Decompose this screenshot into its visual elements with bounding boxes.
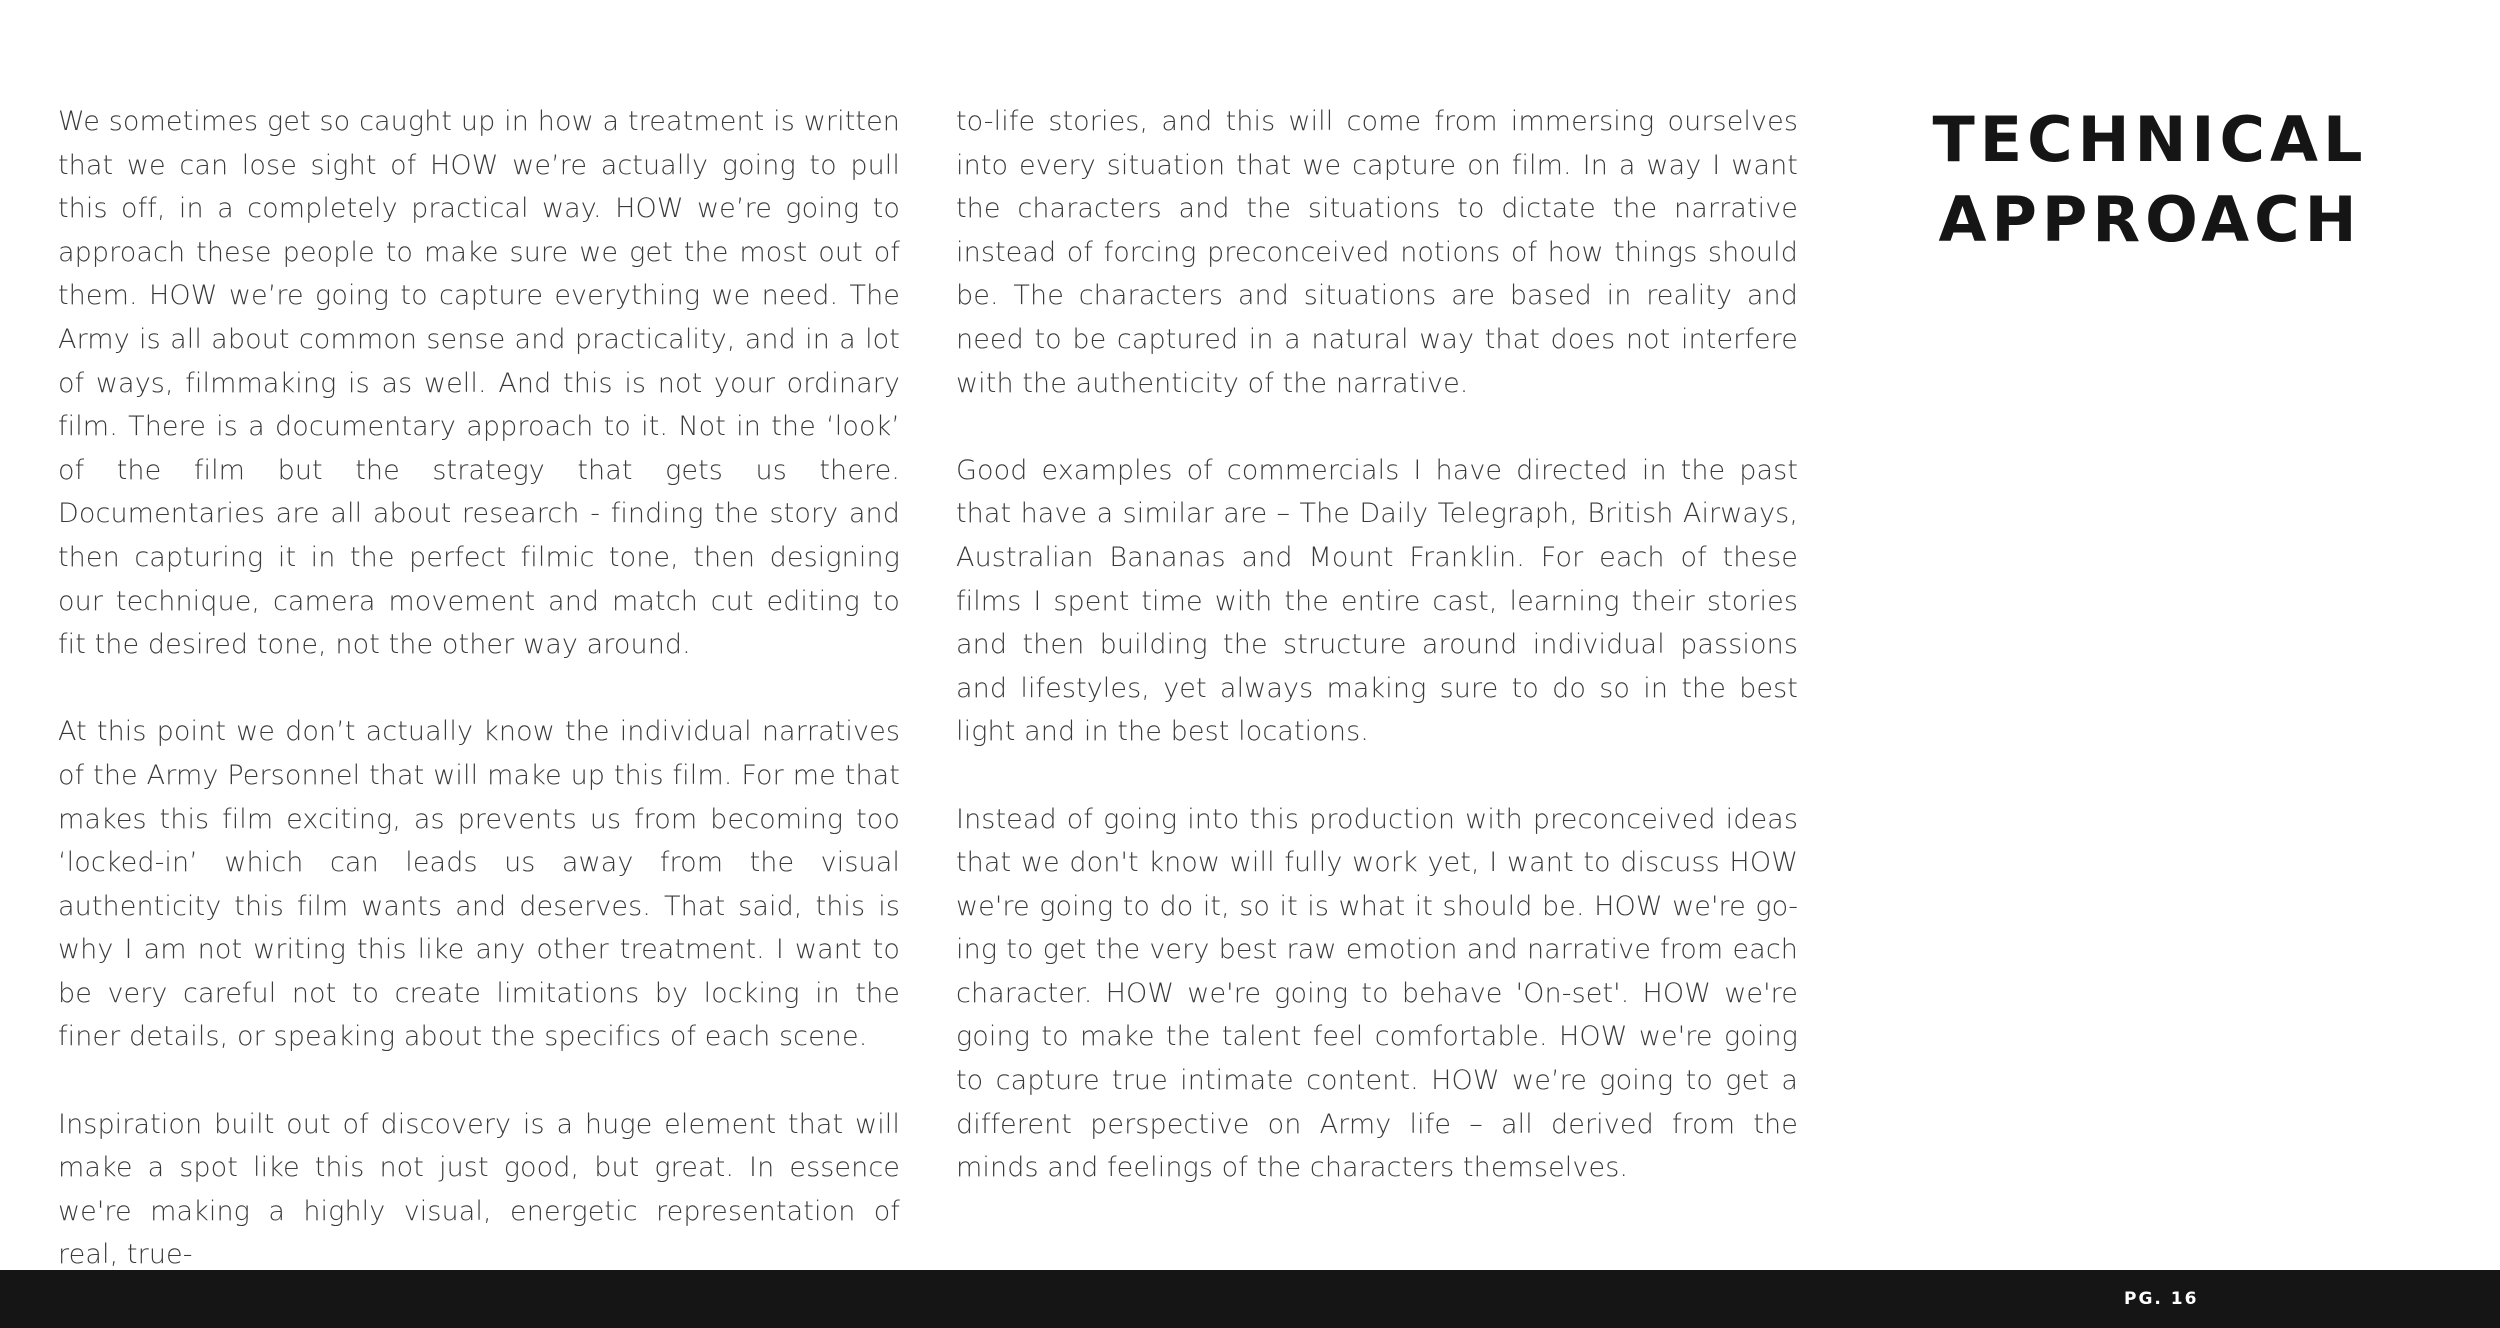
- section-heading-line-1: TECHNICAL: [1932, 103, 2368, 176]
- section-heading-line-2: APPROACH: [1938, 183, 2362, 256]
- section-heading: [1850, 100, 2450, 260]
- right-paragraph-2: Good examples of commercials I have directed in the past that have a similar are – The Daily Telegraph, British Airways, Australian Bananas and Mount Franklin. For each of these films I spent time with the entire cast, learning their stories and then building the structure around individual passions and lifestyles, yet always making sure to do so in the best light and in the best locations.: [956, 454, 1798, 748]
- left-paragraph-2: At this point we don’t actually know the individual narratives of the Army Personnel that will make up this film. For me that makes this film exciting, as prevents us from becoming too ‘locked-in’ which can leads us away from the visual authenticity this film wants and deserves. That said, this is why I am not writing this like any other treatment. I want to be very careful not to create limitations by locking in the finer details, or speaking about the specifics of each scene.: [58, 716, 900, 1053]
- right-paragraph-3: Instead of going into this production with preconceived ideas that we don't know will fully work yet, I want to discuss HOW we're going to do it, so it is what it should be. HOW we're going to get the very best raw emotion and narrative from each character. HOW we're going to behave 'On-set'. HOW we're going to make the talent feel comfortable. HOW we're going to capture true intimate content. HOW we’re going to get a different perspective on Army life – all derived from the minds and feelings of the characters themselves.: [956, 803, 1798, 1184]
- left-paragraph-3: Inspiration built out of discovery is a huge element that will make a spot like this not just good, but great. In essence we're making a highly visual, energetic representation of real, true-: [58, 1108, 900, 1271]
- left-text-column: [58, 100, 900, 1277]
- right-paragraph-1: to-life stories, and this will come from immersing ourselves into every situation that we capture on film. In a way I want the characters and the situations to dictate the narrative instead of forcing preconceived notions of how things should be. The characters and situations are based in reality and need to be captured in a natural way that does not interfere with the authenticity of the narrative.: [956, 106, 1798, 399]
- page-number: PG. 16: [2124, 1289, 2199, 1309]
- left-paragraph-1: We sometimes get so caught up in how a treatment is written that we can lose sight of HOW we’re actually going to pull this off, in a completely practical way. HOW we’re going to approach these people to make sure we get the most out of them. HOW we’re going to capture everything we need. The Army is all about common sense and practicality, and in a lot of ways, filmmaking is as well. And this is not your ordinary film. There is a documentary approach to it. Not in the ‘look’ of the film but the strategy that gets us there. Documentaries are all about research - finding the story and then capturing it in the perfect filmic tone, then designing our technique, camera movement and match cut editing to fit the desired tone, not the other way around.: [58, 106, 900, 661]
- right-text-column: [956, 100, 1798, 1190]
